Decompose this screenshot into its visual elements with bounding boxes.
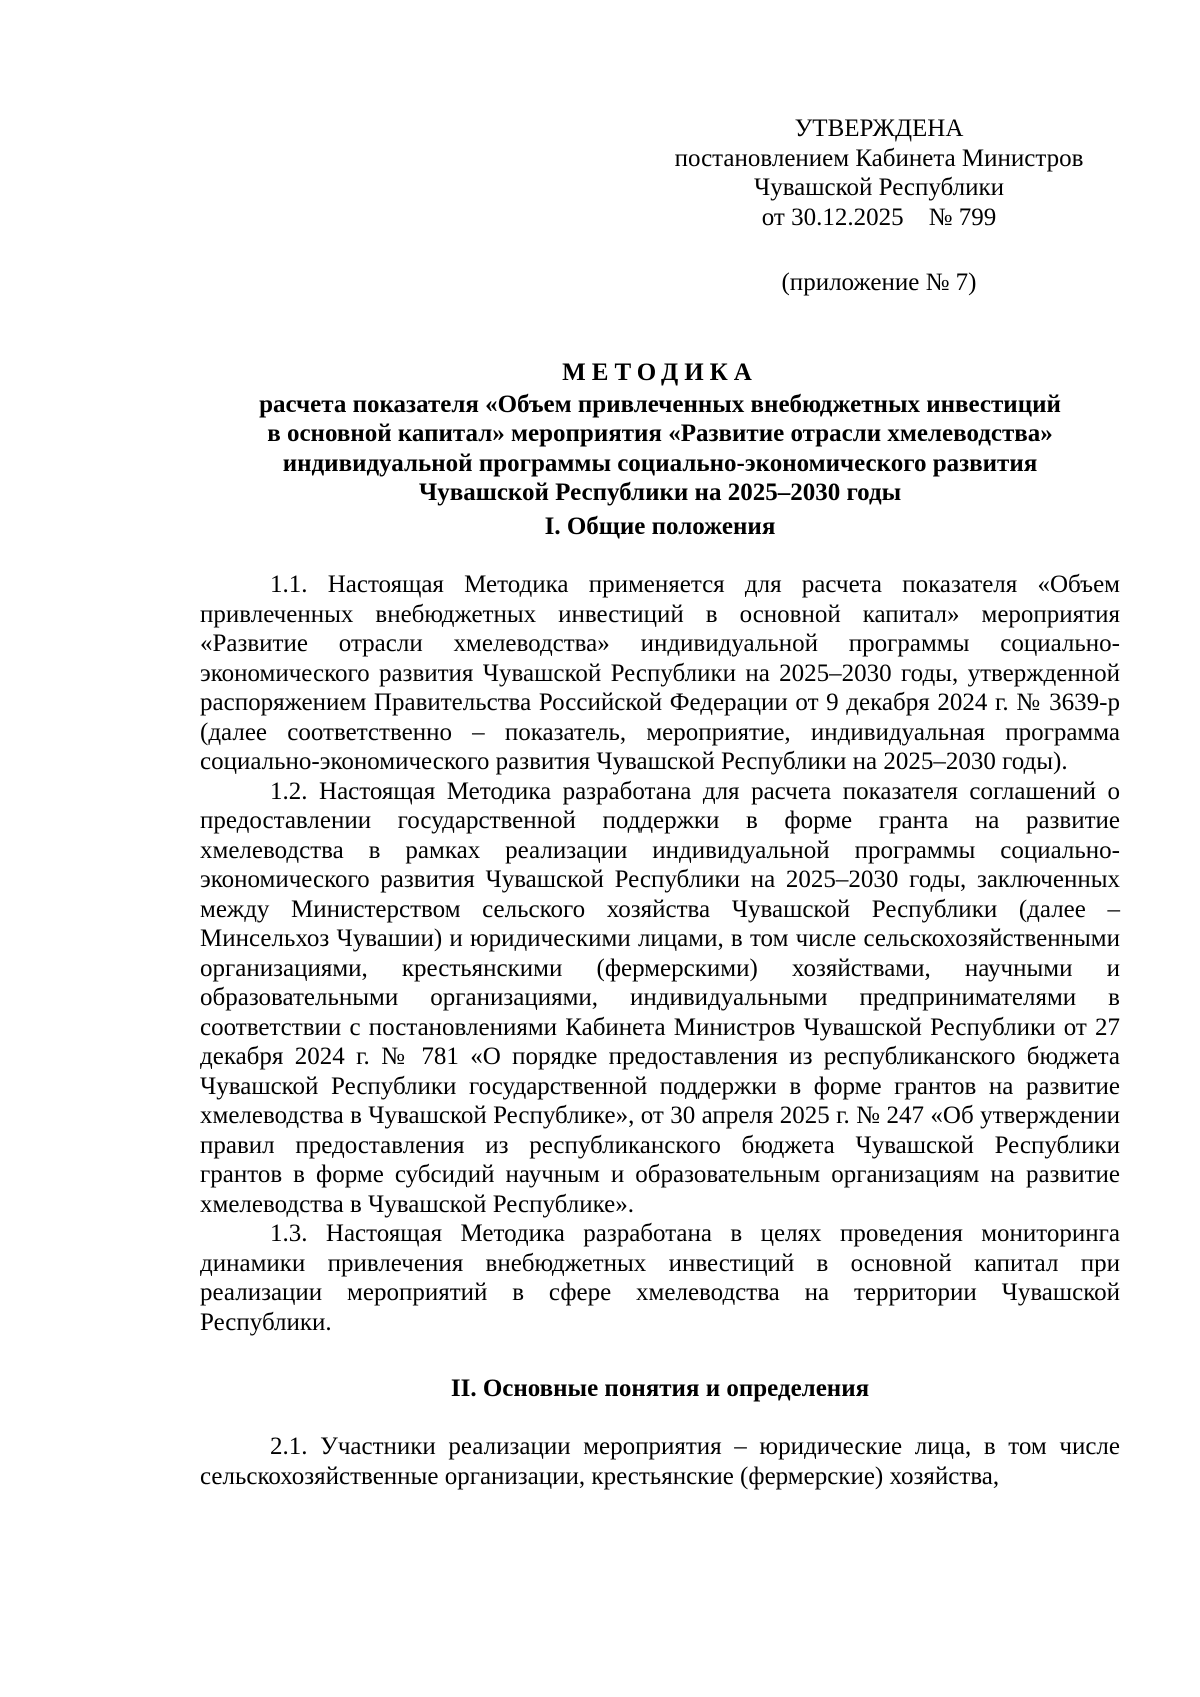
paragraph-1-2: 1.2. Настоящая Методика разработана для расчета показателя соглашений о предоставлении государственной поддержки в форме гранта на развитие хмелеводства в рамках реализации индивидуальной программы социально-экономического развития Чувашской Республики на 2025–2030 годы, заключенных между Министерством сельского хозяйства Чувашской Республики (далее – Минсельхоз Чувашии) и юридическими лицами, в том числе сельскохозяйственными организациями, крестьянскими (фермерскими) хозяйствами, научными и образовательными организациями, индивидуальными предпринимателями в соответствии с постановлениями Кабинета Министров Чувашской Республики от 27 декабря 2024 г. № 781 «О порядке предоставления из республиканского бюджета Чувашской Республики государственной поддержки в форме грантов на развитие хмелеводства в Чувашской Республике», от 30 апреля 2025 г. № 247 «Об утверждении правил предоставления из республиканского бюджета Чувашской Республики грантов в форме субсидий научным и образовательным организациям на развитие хмелеводства в Чувашской Республике». [200,777,1120,1218]
section-2-body [200,1432,1120,1491]
approval-stamp [644,114,1114,232]
title-main: МЕТОДИКА [562,359,758,386]
paragraph-1-3: 1.3. Настоящая Методика разработана в целях проведения мониторинга динамики привлечения внебюджетных инвестиций в основной капитал при реализации мероприятий в сфере хмелеводства на территории Чувашской Республики. [200,1220,1120,1336]
approval-status: УТВЕРЖДЕНА [794,115,964,142]
section-2-heading: II. Основные понятия и определения [450,1375,870,1402]
title-line-3: индивидуальной программы социально-экономического развития [282,449,1038,477]
paragraph-1-1: 1.1. Настоящая Методика применяется для расчета показателя «Объем привлеченных внебюджетных инвестиций в основной капитал» мероприятия «Развитие отрасли хмелеводства» индивидуальной программы социально-экономического развития Чувашской Республики на 2025–2030 годы, утвержденной распоряжением Правительства Российской Федерации от 9 декабря 2024 г. № 3639-р (далее соответственно – показатель, мероприятие, индивидуальная программа социально-экономического развития Чувашской Республики на 2025–2030 годы). [200,571,1120,775]
section-1-heading: I. Общие положения [544,513,776,540]
paragraph-2-1: 2.1. Участники реализации мероприятия – юридические лица, в том числе сельскохозяйственные организации, крестьянские (фермерские) хозяйства, [200,1433,1120,1490]
approval-date-number: от 30.12.2025 № 799 [761,203,997,231]
document-title [200,358,1120,508]
title-line-2: в основной капитал» мероприятия «Развитие отрасли хмелеводства» [267,420,1053,447]
section-1-body [200,570,1120,1337]
appendix-note: (приложение № 7) [781,269,977,296]
approval-line-2: Чувашской Республики [753,174,1005,201]
title-line-1: расчета показателя «Объем привлеченных внебюджетных инвестиций [259,390,1061,418]
title-line-4: Чувашской Республики на 2025–2030 годы [418,479,902,506]
approval-line-1: постановлением Кабинета Министров [674,144,1084,172]
